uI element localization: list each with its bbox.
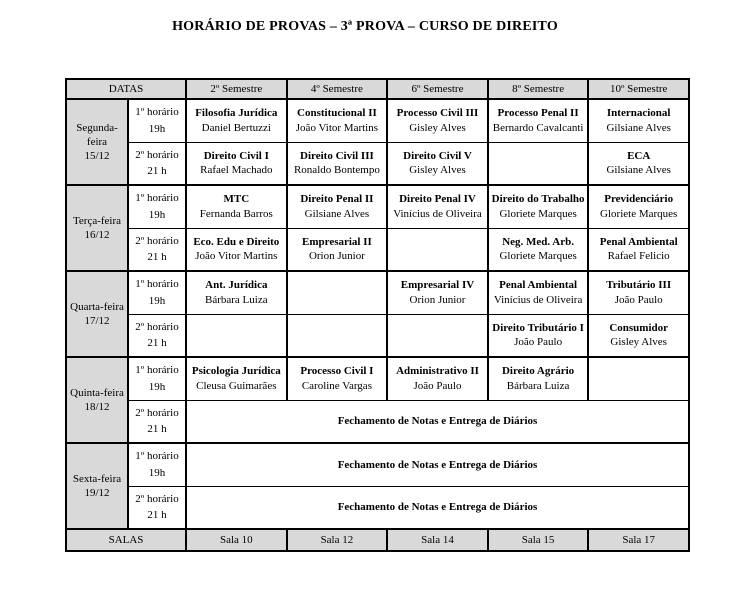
row-sexta-1 (66, 443, 689, 486)
row-salas (66, 529, 689, 551)
subject-cell (186, 271, 287, 314)
subject-name: Direito do Trabalho (491, 193, 585, 206)
subject-name: Direito Civil V (403, 149, 472, 162)
teacher-name: Orion Junior (308, 250, 365, 263)
subject-name: Tributário III (606, 279, 672, 292)
subject-cell (588, 314, 689, 357)
subject-cell (387, 357, 488, 400)
sala-room-10sem: Sala 17 (588, 529, 689, 551)
subject-cell (488, 228, 589, 271)
salas-label: SALAS (66, 529, 186, 551)
time-value: 21 h (147, 165, 167, 178)
subject-cell-empty (588, 357, 689, 400)
subject-name: Eco. Edu e Direito (193, 235, 280, 248)
time-label: 1º horário (135, 106, 179, 119)
teacher-name: Orion Junior (409, 293, 466, 306)
subject-cell (588, 142, 689, 185)
subject-name: Psicologia Jurídica (191, 365, 281, 378)
time-value: 21 h (147, 423, 167, 436)
subject-name: Constitucional II (297, 107, 377, 120)
sala-room-4sem: Sala 12 (287, 529, 388, 551)
subject-name: Consumidor (609, 321, 669, 334)
teacher-name: Rafael Machado (200, 164, 273, 177)
subject-name: Empresarial IV (400, 279, 475, 292)
time-cell-terca-1 (128, 185, 186, 228)
subject-name: Direito Penal II (300, 193, 374, 206)
subject-cell-empty (387, 314, 488, 357)
subject-name: Direito Civil I (203, 149, 269, 162)
time-label: 2º horário (135, 320, 179, 333)
subject-cell (287, 228, 388, 271)
time-value: 19h (148, 466, 166, 479)
subject-name: Neg. Med. Arb. (502, 235, 574, 248)
row-quarta-1 (66, 271, 689, 314)
subject-name: Previdenciário (604, 193, 674, 206)
row-quarta-2 (66, 314, 689, 357)
teacher-name: Bárbara Luiza (506, 379, 570, 392)
subject-name: Direito Penal IV (399, 193, 476, 206)
day-cell-terca (66, 185, 128, 271)
subject-name: Processo Civil III (396, 107, 479, 120)
teacher-name: Fernanda Barros (199, 207, 273, 220)
teacher-name: Ronaldo Bontempo (293, 164, 380, 177)
subject-cell (588, 271, 689, 314)
day-name: Sexta-feira (72, 472, 122, 485)
subject-cell-empty (287, 271, 388, 314)
day-cell-quarta (66, 271, 128, 357)
day-cell-sexta (66, 443, 128, 529)
subject-cell (588, 185, 689, 228)
subject-cell (186, 99, 287, 142)
subject-cell (488, 314, 589, 357)
day-date: 19/12 (84, 487, 110, 499)
row-terca-1 (66, 185, 689, 228)
day-cell-quinta (66, 357, 128, 443)
header-row (66, 79, 689, 99)
subject-cell (387, 142, 488, 185)
time-cell-quarta-1 (128, 271, 186, 314)
day-name: Quinta-feira (70, 386, 124, 399)
sala-room-6sem: Sala 14 (387, 529, 488, 551)
teacher-name: Bárbara Luiza (205, 293, 268, 306)
row-sexta-2 (66, 486, 689, 529)
teacher-name: Gilsiane Alves (606, 121, 671, 134)
time-label: 1º horário (135, 192, 179, 205)
subject-name: Penal Ambiental (599, 235, 678, 248)
subject-cell (287, 185, 388, 228)
day-name: Quarta-feira (70, 300, 124, 313)
row-terca-2 (66, 228, 689, 271)
time-value: 21 h (147, 337, 167, 350)
subject-name: MTC (223, 193, 250, 206)
teacher-name: João Paulo (413, 379, 462, 392)
teacher-name: Gloriete Marques (499, 250, 577, 263)
row-segunda-1 (66, 99, 689, 142)
header-semester-8: 8º Semestre (488, 79, 589, 99)
subject-name: Ant. Jurídica (205, 279, 268, 292)
time-value: 21 h (147, 251, 167, 264)
time-cell-quarta-2 (128, 314, 186, 357)
teacher-name: Daniel Bertuzzi (201, 121, 271, 134)
time-cell-segunda-1 (128, 99, 186, 142)
teacher-name: Bernardo Cavalcanti (492, 121, 584, 134)
day-date: 15/12 (84, 150, 110, 163)
merged-cell-fechamento: Fechamento de Notas e Entrega de Diários (186, 400, 689, 443)
teacher-name: Gisley Alves (610, 336, 667, 349)
subject-cell (387, 185, 488, 228)
subject-cell (488, 357, 589, 400)
sala-room-2sem: Sala 10 (186, 529, 287, 551)
subject-cell (186, 357, 287, 400)
subject-name: Empresarial II (302, 235, 372, 248)
header-semester-6: 6º Semestre (387, 79, 488, 99)
time-label: 2º horário (135, 406, 179, 419)
subject-cell-empty (488, 142, 589, 185)
subject-cell (588, 228, 689, 271)
teacher-name: Cleusa Guimarães (196, 379, 277, 392)
subject-cell (186, 228, 287, 271)
teacher-name: Gloriete Marques (499, 207, 577, 220)
row-quinta-1 (66, 357, 689, 400)
header-semester-10: 10º Semestre (588, 79, 689, 99)
row-segunda-2 (66, 142, 689, 185)
sala-room-8sem: Sala 15 (488, 529, 589, 551)
time-cell-quinta-2 (128, 400, 186, 443)
subject-name: Administrativo II (396, 365, 479, 378)
day-date: 18/12 (84, 401, 110, 413)
teacher-name: Gisley Alves (409, 164, 466, 177)
subject-name: Filosofia Jurídica (195, 107, 278, 120)
time-label: 1º horário (135, 278, 179, 291)
subject-name: Processo Penal II (497, 107, 579, 120)
time-cell-quinta-1 (128, 357, 186, 400)
time-value: 19h (148, 380, 166, 393)
subject-cell-empty (387, 228, 488, 271)
subject-name: Internacional (606, 107, 671, 120)
subject-cell (488, 99, 589, 142)
exam-schedule-table (65, 78, 690, 552)
subject-name: Direito Tributário I (492, 321, 584, 334)
subject-cell (488, 185, 589, 228)
subject-cell (186, 185, 287, 228)
day-date: 17/12 (84, 315, 110, 327)
header-semester-2: 2º Semestre (186, 79, 287, 99)
header-semester-4: 4º Semestre (287, 79, 388, 99)
teacher-name: Caroline Vargas (301, 379, 372, 392)
subject-cell (287, 357, 388, 400)
subject-cell (488, 271, 589, 314)
teacher-name: Gloriete Marques (600, 207, 678, 220)
merged-cell-fechamento: Fechamento de Notas e Entrega de Diários (186, 486, 689, 529)
subject-cell (588, 99, 689, 142)
time-label: 1º horário (135, 450, 179, 463)
subject-name: Processo Civil I (300, 365, 374, 378)
teacher-name: Gilsiane Alves (304, 207, 370, 220)
time-cell-sexta-1 (128, 443, 186, 486)
subject-cell (387, 271, 488, 314)
time-value: 21 h (147, 509, 167, 522)
time-cell-segunda-2 (128, 142, 186, 185)
time-value: 19h (148, 208, 166, 221)
subject-cell (287, 99, 388, 142)
time-label: 2º horário (135, 234, 179, 247)
teacher-name: Vinícius de Oliveira (393, 207, 482, 220)
teacher-name: João Vitor Martins (295, 121, 379, 134)
subject-cell (387, 99, 488, 142)
teacher-name: Vinícius de Oliveira (493, 293, 583, 306)
time-label: 1º horário (135, 364, 179, 377)
time-value: 19h (148, 294, 166, 307)
day-cell-segunda (66, 99, 128, 185)
merged-cell-fechamento: Fechamento de Notas e Entrega de Diários (186, 443, 689, 486)
page-title: HORÁRIO DE PROVAS – 3ª PROVA – CURSO DE DIREITO (172, 19, 558, 34)
subject-name: ECA (627, 149, 651, 162)
teacher-name: Rafael Felicio (607, 250, 670, 263)
subject-name: Direito Civil III (300, 149, 374, 162)
time-label: 2º horário (135, 492, 179, 505)
teacher-name: João Vitor Martins (195, 250, 278, 263)
day-date: 16/12 (84, 229, 110, 241)
subject-cell-empty (186, 314, 287, 357)
teacher-name: Gilsiane Alves (606, 164, 671, 177)
teacher-name: João Paulo (614, 293, 663, 306)
header-datas: DATAS (66, 79, 186, 99)
teacher-name: Gisley Alves (409, 121, 466, 134)
teacher-name: João Paulo (514, 336, 563, 349)
day-name: Terça-feira (72, 214, 122, 227)
time-cell-terca-2 (128, 228, 186, 271)
subject-cell (287, 142, 388, 185)
day-name: Segunda-feira (76, 121, 118, 148)
subject-cell (186, 142, 287, 185)
time-label: 2º horário (135, 148, 179, 161)
subject-name: Penal Ambiental (499, 279, 578, 292)
subject-cell-empty (287, 314, 388, 357)
row-quinta-2 (66, 400, 689, 443)
time-cell-sexta-2 (128, 486, 186, 529)
time-value: 19h (148, 122, 166, 135)
subject-name: Direito Agrário (501, 365, 575, 378)
